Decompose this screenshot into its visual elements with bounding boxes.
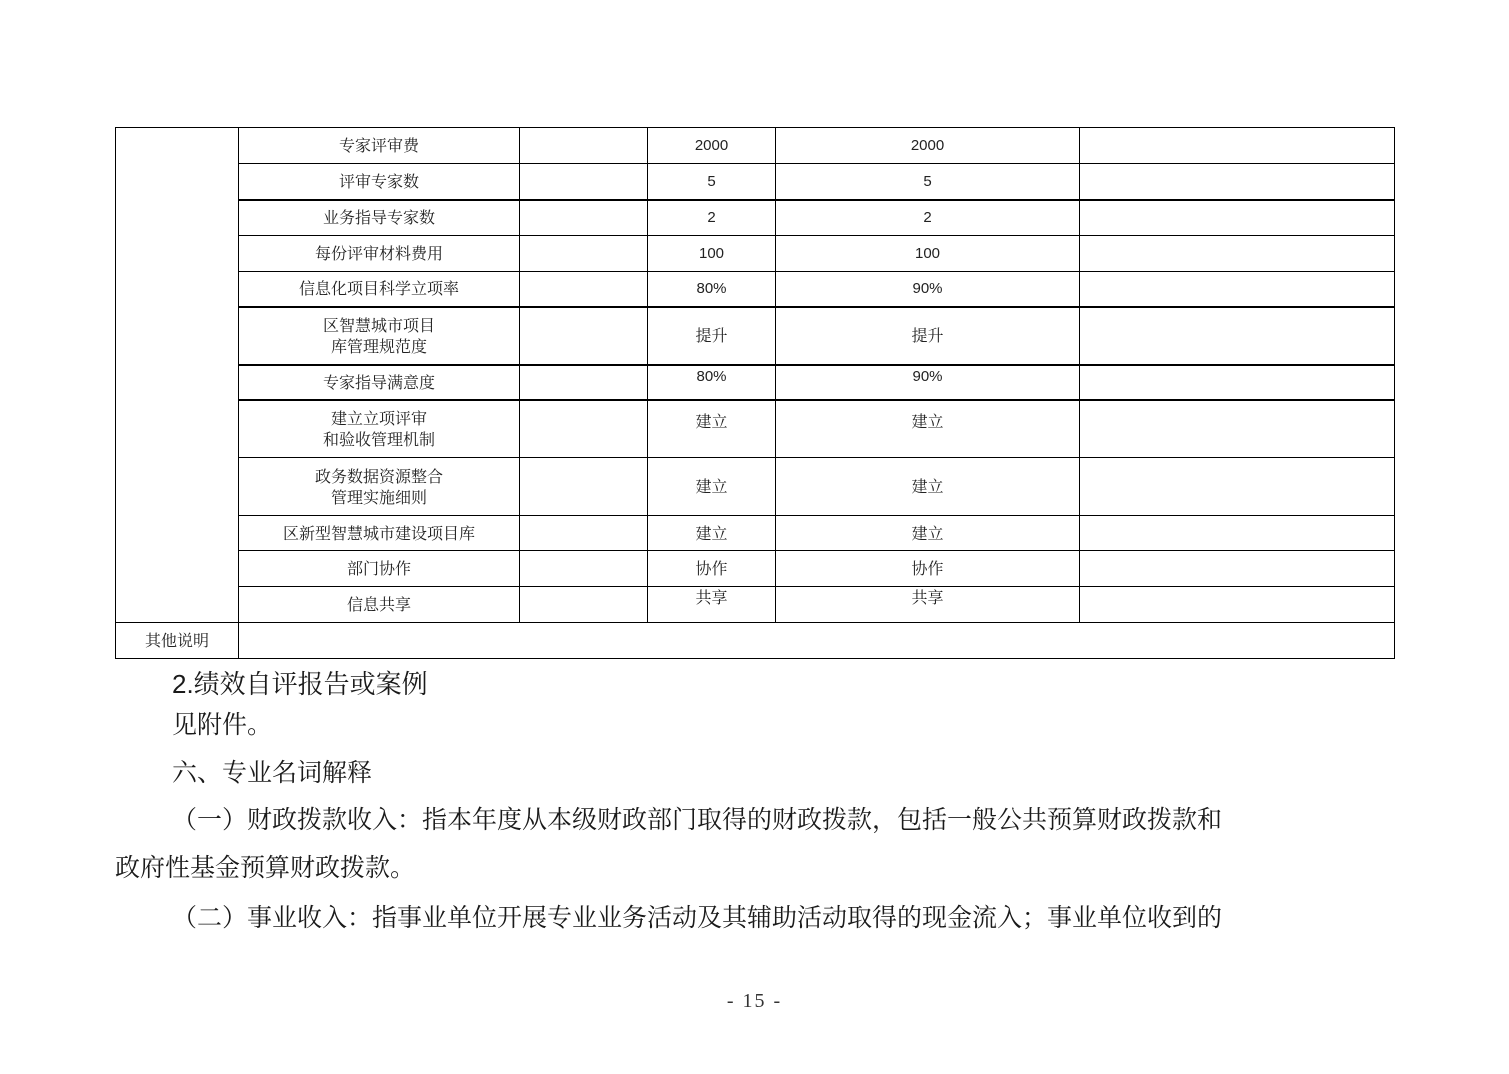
blank-cell — [520, 164, 648, 200]
blank-cell — [520, 551, 648, 587]
indicator-cell: 专家指导满意度 — [239, 365, 520, 400]
table-row — [116, 516, 1395, 551]
blank-cell — [520, 516, 648, 551]
blank-cell — [520, 200, 648, 236]
indicator-cell: 部门协作 — [239, 551, 520, 587]
actual-value-cell: 共享 — [776, 587, 1080, 623]
note-cell — [1080, 272, 1395, 307]
indicator-cell: 评审专家数 — [239, 164, 520, 200]
actual-value-cell: 90% — [776, 365, 1080, 400]
table-row — [116, 200, 1395, 236]
indicator-cell: 每份评审材料费用 — [239, 236, 520, 272]
blank-cell — [520, 128, 648, 164]
target-value-cell: 5 — [648, 164, 776, 200]
table-row — [116, 365, 1395, 400]
target-value-cell: 建立 — [648, 516, 776, 551]
blank-cell — [520, 236, 648, 272]
note-cell — [1080, 365, 1395, 400]
target-value-cell: 共享 — [648, 587, 776, 623]
target-value-cell: 2 — [648, 200, 776, 236]
indicator-cell — [239, 400, 520, 458]
attachment-note: 见附件。 — [172, 710, 273, 739]
indicator-line: 建立立项评审 — [330, 408, 427, 428]
actual-value-cell: 协作 — [776, 551, 1080, 587]
indicator-line: 库管理规范度 — [330, 336, 427, 356]
target-value-cell: 协作 — [648, 551, 776, 587]
actual-value-cell: 2000 — [776, 128, 1080, 164]
indicator-line: 区智慧城市项目 — [322, 315, 435, 335]
target-value-cell: 100 — [648, 236, 776, 272]
actual-value-cell: 建立 — [776, 458, 1080, 516]
table-row — [116, 128, 1395, 164]
indicator-cell — [239, 458, 520, 516]
actual-value-cell: 100 — [776, 236, 1080, 272]
blank-cell — [520, 458, 648, 516]
other-notes-label: 其他说明 — [116, 623, 239, 659]
note-cell — [1080, 164, 1395, 200]
table-row — [116, 458, 1395, 516]
note-cell — [1080, 200, 1395, 236]
indicator-cell: 业务指导专家数 — [239, 200, 520, 236]
other-notes-value — [239, 623, 1395, 659]
indicator-line: 管理实施细则 — [330, 487, 427, 507]
table-row — [116, 623, 1395, 659]
actual-value-cell: 建立 — [776, 400, 1080, 458]
indicator-cell: 信息共享 — [239, 587, 520, 623]
section-heading: 六、专业名词解释 — [172, 758, 373, 787]
indicator-line: 政务数据资源整合 — [314, 466, 443, 486]
indicator-line: 和验收管理机制 — [322, 429, 435, 449]
note-cell — [1080, 236, 1395, 272]
paragraph-line: （一）财政拨款收入：指本年度从本级财政部门取得的财政拨款，包括一般公共预算财政拨款和 — [172, 805, 1223, 834]
subsection-heading: 2.绩效自评报告或案例 — [172, 669, 428, 699]
paragraph-line: （二）事业收入：指事业单位开展专业业务活动及其辅助活动取得的现金流入；事业单位收到的 — [172, 903, 1223, 932]
target-value-cell: 建立 — [648, 400, 776, 458]
blank-cell — [520, 400, 648, 458]
actual-value-cell: 提升 — [776, 307, 1080, 365]
indicator-cell — [239, 307, 520, 365]
note-cell — [1080, 516, 1395, 551]
merged-category-cell — [116, 128, 239, 623]
blank-cell — [520, 587, 648, 623]
table-row — [116, 307, 1395, 365]
table-row — [116, 400, 1395, 458]
actual-value-cell: 90% — [776, 272, 1080, 307]
paragraph-line: 政府性基金预算财政拨款。 — [115, 853, 416, 882]
target-value-cell: 80% — [648, 272, 776, 307]
blank-cell — [520, 365, 648, 400]
blank-cell — [520, 307, 648, 365]
target-value-cell: 提升 — [648, 307, 776, 365]
table-row — [116, 236, 1395, 272]
note-cell — [1080, 307, 1395, 365]
table-row — [116, 551, 1395, 587]
table-row — [116, 587, 1395, 623]
blank-cell — [520, 272, 648, 307]
table-row — [116, 272, 1395, 307]
note-cell — [1080, 128, 1395, 164]
note-cell — [1080, 400, 1395, 458]
table-row — [116, 164, 1395, 200]
indicator-cell: 信息化项目科学立项率 — [239, 272, 520, 307]
page-number: - 15 - — [726, 990, 783, 1012]
note-cell — [1080, 551, 1395, 587]
target-value-cell: 建立 — [648, 458, 776, 516]
note-cell — [1080, 458, 1395, 516]
actual-value-cell: 建立 — [776, 516, 1080, 551]
target-value-cell: 80% — [648, 365, 776, 400]
note-cell — [1080, 587, 1395, 623]
performance-indicator-table — [115, 127, 1395, 659]
actual-value-cell: 5 — [776, 164, 1080, 200]
actual-value-cell: 2 — [776, 200, 1080, 236]
indicator-cell: 专家评审费 — [239, 128, 520, 164]
indicator-cell: 区新型智慧城市建设项目库 — [239, 516, 520, 551]
target-value-cell: 2000 — [648, 128, 776, 164]
